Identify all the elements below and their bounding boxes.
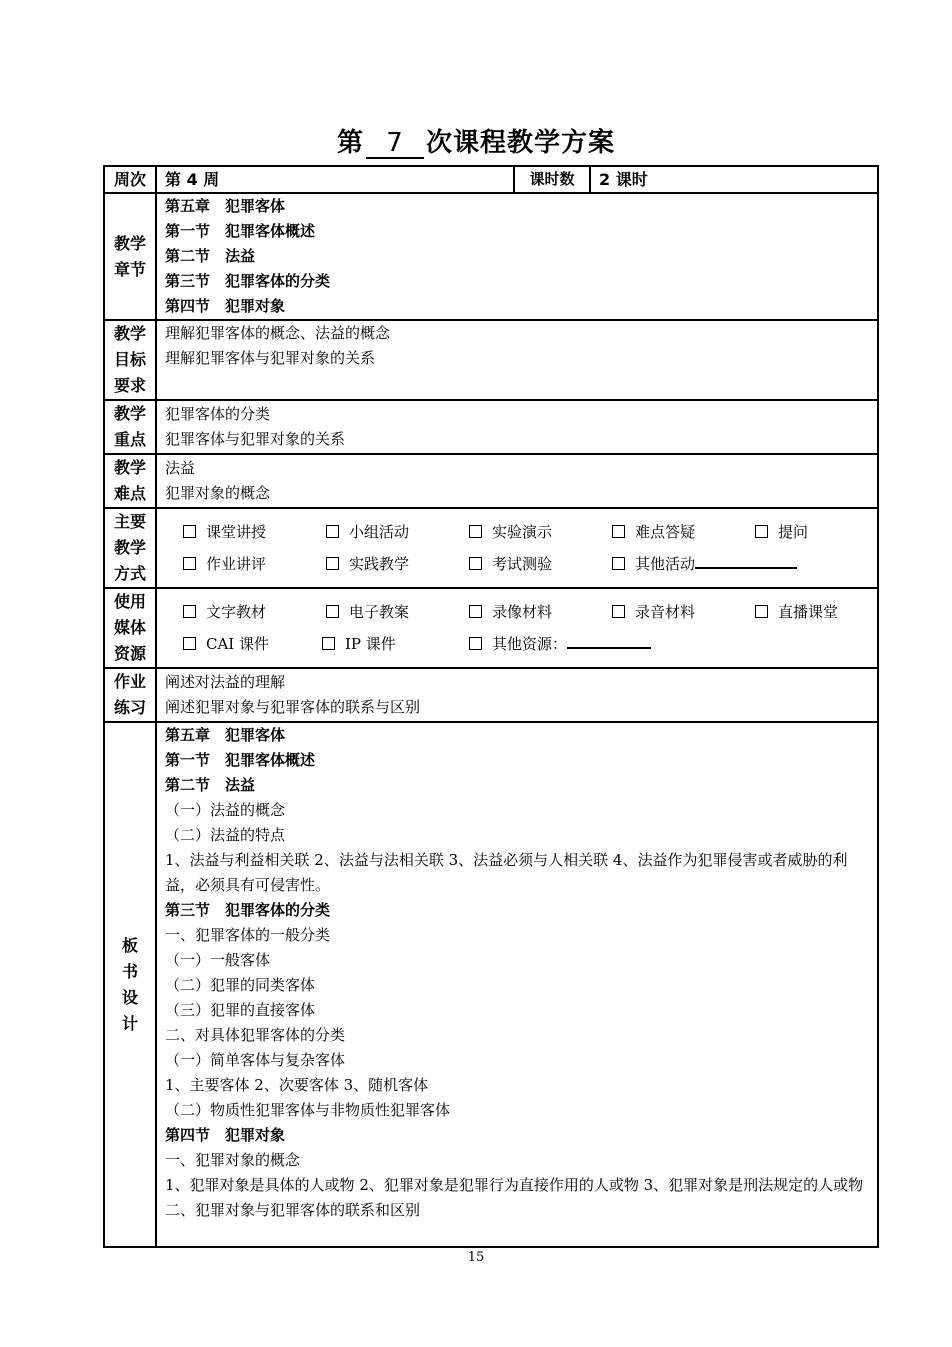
board-label-2: 书 <box>121 961 138 981</box>
methods-label-2: 教学 <box>113 538 146 557</box>
goal-item: 理解犯罪客体的概念、法益的概念 <box>165 324 391 342</box>
board-item: （三）犯罪的直接客体 <box>165 1001 316 1019</box>
chapters-label-2: 章节 <box>113 259 146 279</box>
checkbox-icon[interactable] <box>183 557 196 570</box>
media-label-2: 媒体 <box>113 618 146 637</box>
goals-label <box>104 320 156 400</box>
page-number: 15 <box>467 1250 485 1265</box>
checkbox-icon[interactable] <box>469 637 482 650</box>
difficulty-item: 法益 <box>165 459 196 477</box>
board-item: 第三节 犯罪客体的分类 <box>165 901 331 919</box>
other-resource-blank[interactable] <box>567 633 651 649</box>
goals-label-2: 目标 <box>113 350 146 369</box>
other-activity-blank[interactable] <box>695 553 797 569</box>
method-option-exam[interactable] <box>469 552 612 577</box>
option-label: 实验演示 <box>492 522 553 541</box>
media-option-other[interactable] <box>469 632 769 657</box>
difficulty-item: 犯罪对象的概念 <box>165 484 271 502</box>
method-option-group[interactable] <box>326 520 469 545</box>
media-option-live[interactable] <box>755 600 875 625</box>
media-option-video[interactable] <box>469 600 612 625</box>
board-item: （一）法益的概念 <box>165 801 286 819</box>
option-label: 文字教材 <box>206 602 267 621</box>
option-label: 提问 <box>778 522 809 541</box>
key-points-content <box>156 400 878 454</box>
key-points-label <box>104 400 156 454</box>
checkbox-icon[interactable] <box>755 605 768 618</box>
media-row <box>104 588 878 668</box>
page-title <box>0 122 952 159</box>
board-design-row <box>104 722 878 1247</box>
methods-label-3: 方式 <box>113 564 146 583</box>
option-label: 录像材料 <box>492 602 553 621</box>
goals-label-3: 要求 <box>113 376 146 395</box>
method-option-lecture[interactable] <box>183 520 326 545</box>
method-option-other[interactable] <box>612 552 875 577</box>
board-item: （二）法益的特点 <box>165 826 286 844</box>
checkbox-icon[interactable] <box>326 605 339 618</box>
title-prefix: 第 <box>336 128 364 158</box>
board-item: 二、犯罪对象与犯罪客体的联系和区别 <box>165 1201 421 1219</box>
board-item: （一）简单客体与复杂客体 <box>165 1051 346 1069</box>
board-item: 第一节 犯罪客体概述 <box>165 751 316 769</box>
difficulties-label <box>104 454 156 508</box>
key-point-item: 犯罪客体与犯罪对象的关系 <box>165 430 346 448</box>
difficulties-row <box>104 454 878 508</box>
board-item: 二、对具体犯罪客体的分类 <box>165 1026 346 1044</box>
chapter-item: 第一节 犯罪客体概述 <box>165 222 316 240</box>
hours-label: 课时数 <box>514 166 590 193</box>
checkbox-icon[interactable] <box>183 637 196 650</box>
chapter-item: 第三节 犯罪客体的分类 <box>165 272 331 290</box>
method-option-practice[interactable] <box>326 552 469 577</box>
board-label-1: 板 <box>121 935 138 955</box>
media-option-ip[interactable] <box>322 632 469 657</box>
option-label: 实践教学 <box>349 554 410 573</box>
goal-item: 理解犯罪客体与犯罪对象的关系 <box>165 349 376 367</box>
checkbox-icon[interactable] <box>326 557 339 570</box>
checkbox-icon[interactable] <box>755 525 768 538</box>
homework-label <box>104 668 156 722</box>
homework-row <box>104 668 878 722</box>
media-option-e-plan[interactable] <box>326 600 469 625</box>
option-label: 其他资源： <box>492 634 568 653</box>
difficulties-content <box>156 454 878 508</box>
option-label: CAI 课件 <box>206 634 270 653</box>
option-label: 录音材料 <box>635 602 696 621</box>
key-point-item: 犯罪客体的分类 <box>165 405 271 423</box>
checkbox-icon[interactable] <box>469 557 482 570</box>
media-option-audio[interactable] <box>612 600 755 625</box>
checkbox-icon[interactable] <box>183 605 196 618</box>
board-item: （二）物质性犯罪客体与非物质性犯罪客体 <box>165 1101 451 1119</box>
media-label-3: 资源 <box>113 644 146 663</box>
media-option-textbook[interactable] <box>183 600 326 625</box>
board-item: 一、犯罪客体的一般分类 <box>165 926 331 944</box>
media-label-1: 使用 <box>113 592 146 611</box>
board-design-content <box>156 722 878 1247</box>
checkbox-icon[interactable] <box>469 605 482 618</box>
week-value: 第 4 周 <box>156 166 514 193</box>
board-item: 1、法益与利益相关联 2、法益与法相关联 3、法益必须与人相关联 4、法益作为犯罪侵害或者威胁的利益，必须具有可侵害性。 <box>165 851 848 894</box>
key-points-row <box>104 400 878 454</box>
hours-value: 2 课时 <box>590 166 878 193</box>
method-option-homework[interactable] <box>183 552 326 577</box>
board-label-4: 计 <box>121 1013 138 1033</box>
media-content <box>156 588 878 668</box>
chapters-label-1: 教学 <box>113 233 146 253</box>
homework-content <box>156 668 878 722</box>
difficulties-label-1: 教学 <box>113 458 146 477</box>
board-item: 第二节 法益 <box>165 776 256 794</box>
method-option-qa[interactable] <box>612 520 755 545</box>
methods-row <box>104 508 878 588</box>
homework-item: 阐述对法益的理解 <box>165 673 286 691</box>
homework-label-2: 练习 <box>113 698 146 717</box>
checkbox-icon[interactable] <box>612 605 625 618</box>
option-label: 电子教案 <box>349 602 410 621</box>
chapters-row <box>104 193 878 320</box>
board-item: （二）犯罪的同类客体 <box>165 976 316 994</box>
checkbox-icon[interactable] <box>322 637 335 650</box>
media-option-cai[interactable] <box>183 632 322 657</box>
goals-content <box>156 320 878 400</box>
option-label: 课堂讲授 <box>206 522 267 541</box>
difficulties-label-2: 难点 <box>113 484 146 503</box>
board-design-label <box>104 722 156 1247</box>
chapters-content <box>156 193 878 320</box>
board-label-3: 设 <box>121 987 138 1007</box>
board-item: （一）一般客体 <box>165 951 271 969</box>
option-label: 直播课堂 <box>778 602 839 621</box>
board-item: 1、主要客体 2、次要客体 3、随机客体 <box>165 1076 429 1094</box>
board-item: 第四节 犯罪对象 <box>165 1126 286 1144</box>
method-option-experiment[interactable] <box>469 520 612 545</box>
homework-label-1: 作业 <box>113 672 146 691</box>
title-suffix: 次课程教学方案 <box>426 128 616 158</box>
chapter-item: 第二节 法益 <box>165 247 256 265</box>
option-label: 难点答疑 <box>635 522 696 541</box>
method-option-questions[interactable] <box>755 520 875 545</box>
option-label: 作业讲评 <box>206 554 267 573</box>
checkbox-icon[interactable] <box>183 525 196 538</box>
lesson-plan-table <box>103 165 879 1248</box>
goals-row <box>104 320 878 400</box>
chapter-item: 第四节 犯罪对象 <box>165 297 286 315</box>
homework-item: 阐述犯罪对象与犯罪客体的联系与区别 <box>165 698 421 716</box>
checkbox-icon[interactable] <box>469 525 482 538</box>
media-label <box>104 588 156 668</box>
board-item: 1、犯罪对象是具体的人或物 2、犯罪对象是犯罪行为直接作用的人或物 3、犯罪对象是刑法规定的人或物 <box>165 1176 864 1194</box>
option-label: IP 课件 <box>345 634 396 653</box>
key-points-label-2: 重点 <box>113 430 146 449</box>
option-label: 小组活动 <box>349 522 410 541</box>
week-row <box>104 166 878 193</box>
week-label: 周次 <box>104 166 156 193</box>
key-points-label-1: 教学 <box>113 404 146 423</box>
checkbox-icon[interactable] <box>612 557 625 570</box>
title-number: 7 <box>366 129 424 159</box>
chapters-label <box>104 193 156 320</box>
methods-label-1: 主要 <box>113 512 146 531</box>
option-label: 其他活动 <box>635 554 696 573</box>
board-item: 第五章 犯罪客体 <box>165 726 286 744</box>
board-item: 一、犯罪对象的概念 <box>165 1151 301 1169</box>
chapter-item: 第五章 犯罪客体 <box>165 197 286 215</box>
methods-label <box>104 508 156 588</box>
option-label: 考试测验 <box>492 554 553 573</box>
checkbox-icon[interactable] <box>612 525 625 538</box>
goals-label-1: 教学 <box>113 324 146 343</box>
checkbox-icon[interactable] <box>326 525 339 538</box>
methods-content <box>156 508 878 588</box>
